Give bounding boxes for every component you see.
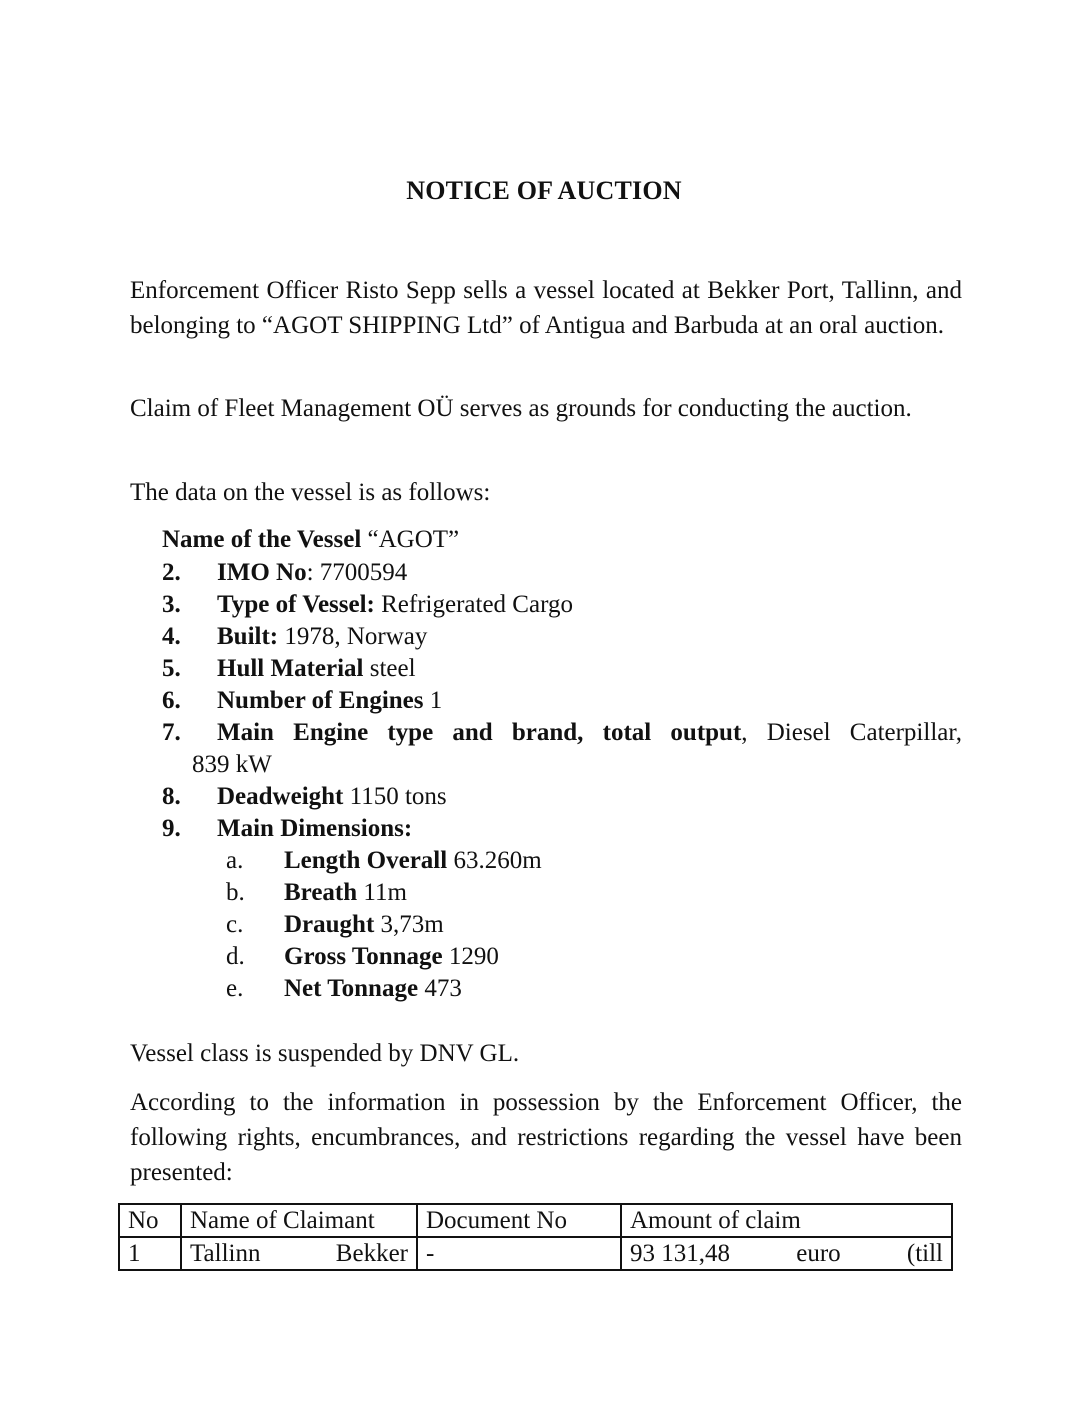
spec-row [162,685,442,717]
rights-paragraph: According to the information in possession by the Enforcement Officer, the following rights, encumbrances, and restrictions regarding the vessel have been presented: [130,1089,962,1186]
claimant-word: Tallinn [190,1240,261,1267]
spec-value: 1150 tons [343,783,447,810]
spec-value: Refrigerated Cargo [374,591,573,618]
spec-row [162,813,412,845]
dimension-letter: e. [226,975,244,1002]
dimension-row [226,877,407,909]
spec-number: 5. [162,655,181,682]
amount-word: (till [906,1240,943,1267]
engine-spec-continuation: 839 kW [192,751,272,778]
dimension-row [226,909,444,941]
dimension-letter: d. [226,943,245,970]
dimension-label: Breath [284,879,358,906]
spec-label: Main Dimensions: [217,815,413,842]
table-cell: 1 [119,1237,181,1270]
spec-row [162,589,573,621]
amount-word: 93 131,48 [630,1240,730,1267]
spec-number: 8. [162,783,181,810]
dimension-label: Net Tonnage [284,975,419,1002]
dimension-value: 11m [357,879,407,906]
engine-value-word: Caterpillar, [849,719,962,746]
intro-paragraph: Enforcement Officer Risto Sepp sells a vessel located at Bekker Port, Tallinn, and belonging to “AGOT SHIPPING Ltd” of Antigua and Barbuda at an oral auction. [130,277,962,339]
amount-word: euro [796,1240,841,1267]
spec-number: 4. [162,623,181,650]
spec-value: 1978, Norway [278,623,428,650]
dimension-value: 63.260m [447,847,542,874]
engine-label-word: Main [217,719,274,746]
claims-table [118,1203,953,1271]
spec-value: 1 [423,687,443,714]
dimension-label: Length Overall [284,847,448,874]
dimension-letter: c. [226,911,244,938]
dimension-label: Gross Tonnage [284,943,443,970]
dimension-value: 473 [418,975,462,1002]
spec-row [162,557,407,589]
engine-label-word: output [670,719,742,746]
spec-value: steel [363,655,416,682]
claim-paragraph: Claim of Fleet Management OÜ serves as grounds for conducting the auction. [130,395,912,422]
dimension-row [226,845,542,877]
dimension-row [226,941,499,973]
spec-value: : 7700594 [306,559,408,586]
engine-label-word: and [452,719,493,746]
engine-label-word: brand, [511,719,584,746]
spec-label: Number of Engines [217,687,424,714]
class-note: Vessel class is suspended by DNV GL. [130,1040,520,1067]
claimant-word: Bekker [335,1240,408,1267]
spec-label: Type of Vessel: [217,591,375,618]
vessel-name-row [162,524,459,556]
vessel-name-value: “AGOT” [361,526,460,553]
engine-label-word: Engine [293,719,369,746]
spec-label: Deadweight [217,783,344,810]
table-cell: - [417,1237,621,1270]
dimension-letter: b. [226,879,245,906]
spec-number: 9. [162,815,181,842]
table-row [119,1237,952,1270]
table-header-cell: Document No [417,1204,621,1237]
spec-label: Hull Material [217,655,364,682]
spec-label: IMO No [217,559,307,586]
dimension-value: 3,73m [374,911,444,938]
dimension-value: 1290 [442,943,499,970]
spec-number: 3. [162,591,181,618]
table-header-cell: Amount of claim [621,1204,952,1237]
table-header-cell: Name of Claimant [181,1204,417,1237]
spec-number: 2. [162,559,181,586]
page-title: NOTICE OF AUCTION [406,176,682,205]
vessel-name-label: Name of the Vessel [162,526,362,553]
table-header-cell: No [119,1204,181,1237]
dimension-letter: a. [226,847,244,874]
spec-label: Built: [217,623,279,650]
engine-spec [162,717,962,781]
spec-row [162,621,427,653]
dimension-label: Draught [284,911,375,938]
spec-row [162,653,416,685]
engine-spec-line [162,717,962,749]
engine-label-word: total [602,719,652,746]
spec-number: 6. [162,687,181,714]
data-intro: The data on the vessel is as follows: [130,479,491,506]
spec-row [162,781,447,813]
spec-number: 7. [162,719,181,746]
engine-value-word: Diesel [766,719,831,746]
table-header-row [119,1204,952,1237]
engine-value-word: , [741,719,748,746]
table-cell [181,1237,417,1270]
table-cell [621,1237,952,1270]
engine-label-word: type [387,719,434,746]
dimension-row [226,973,462,1005]
